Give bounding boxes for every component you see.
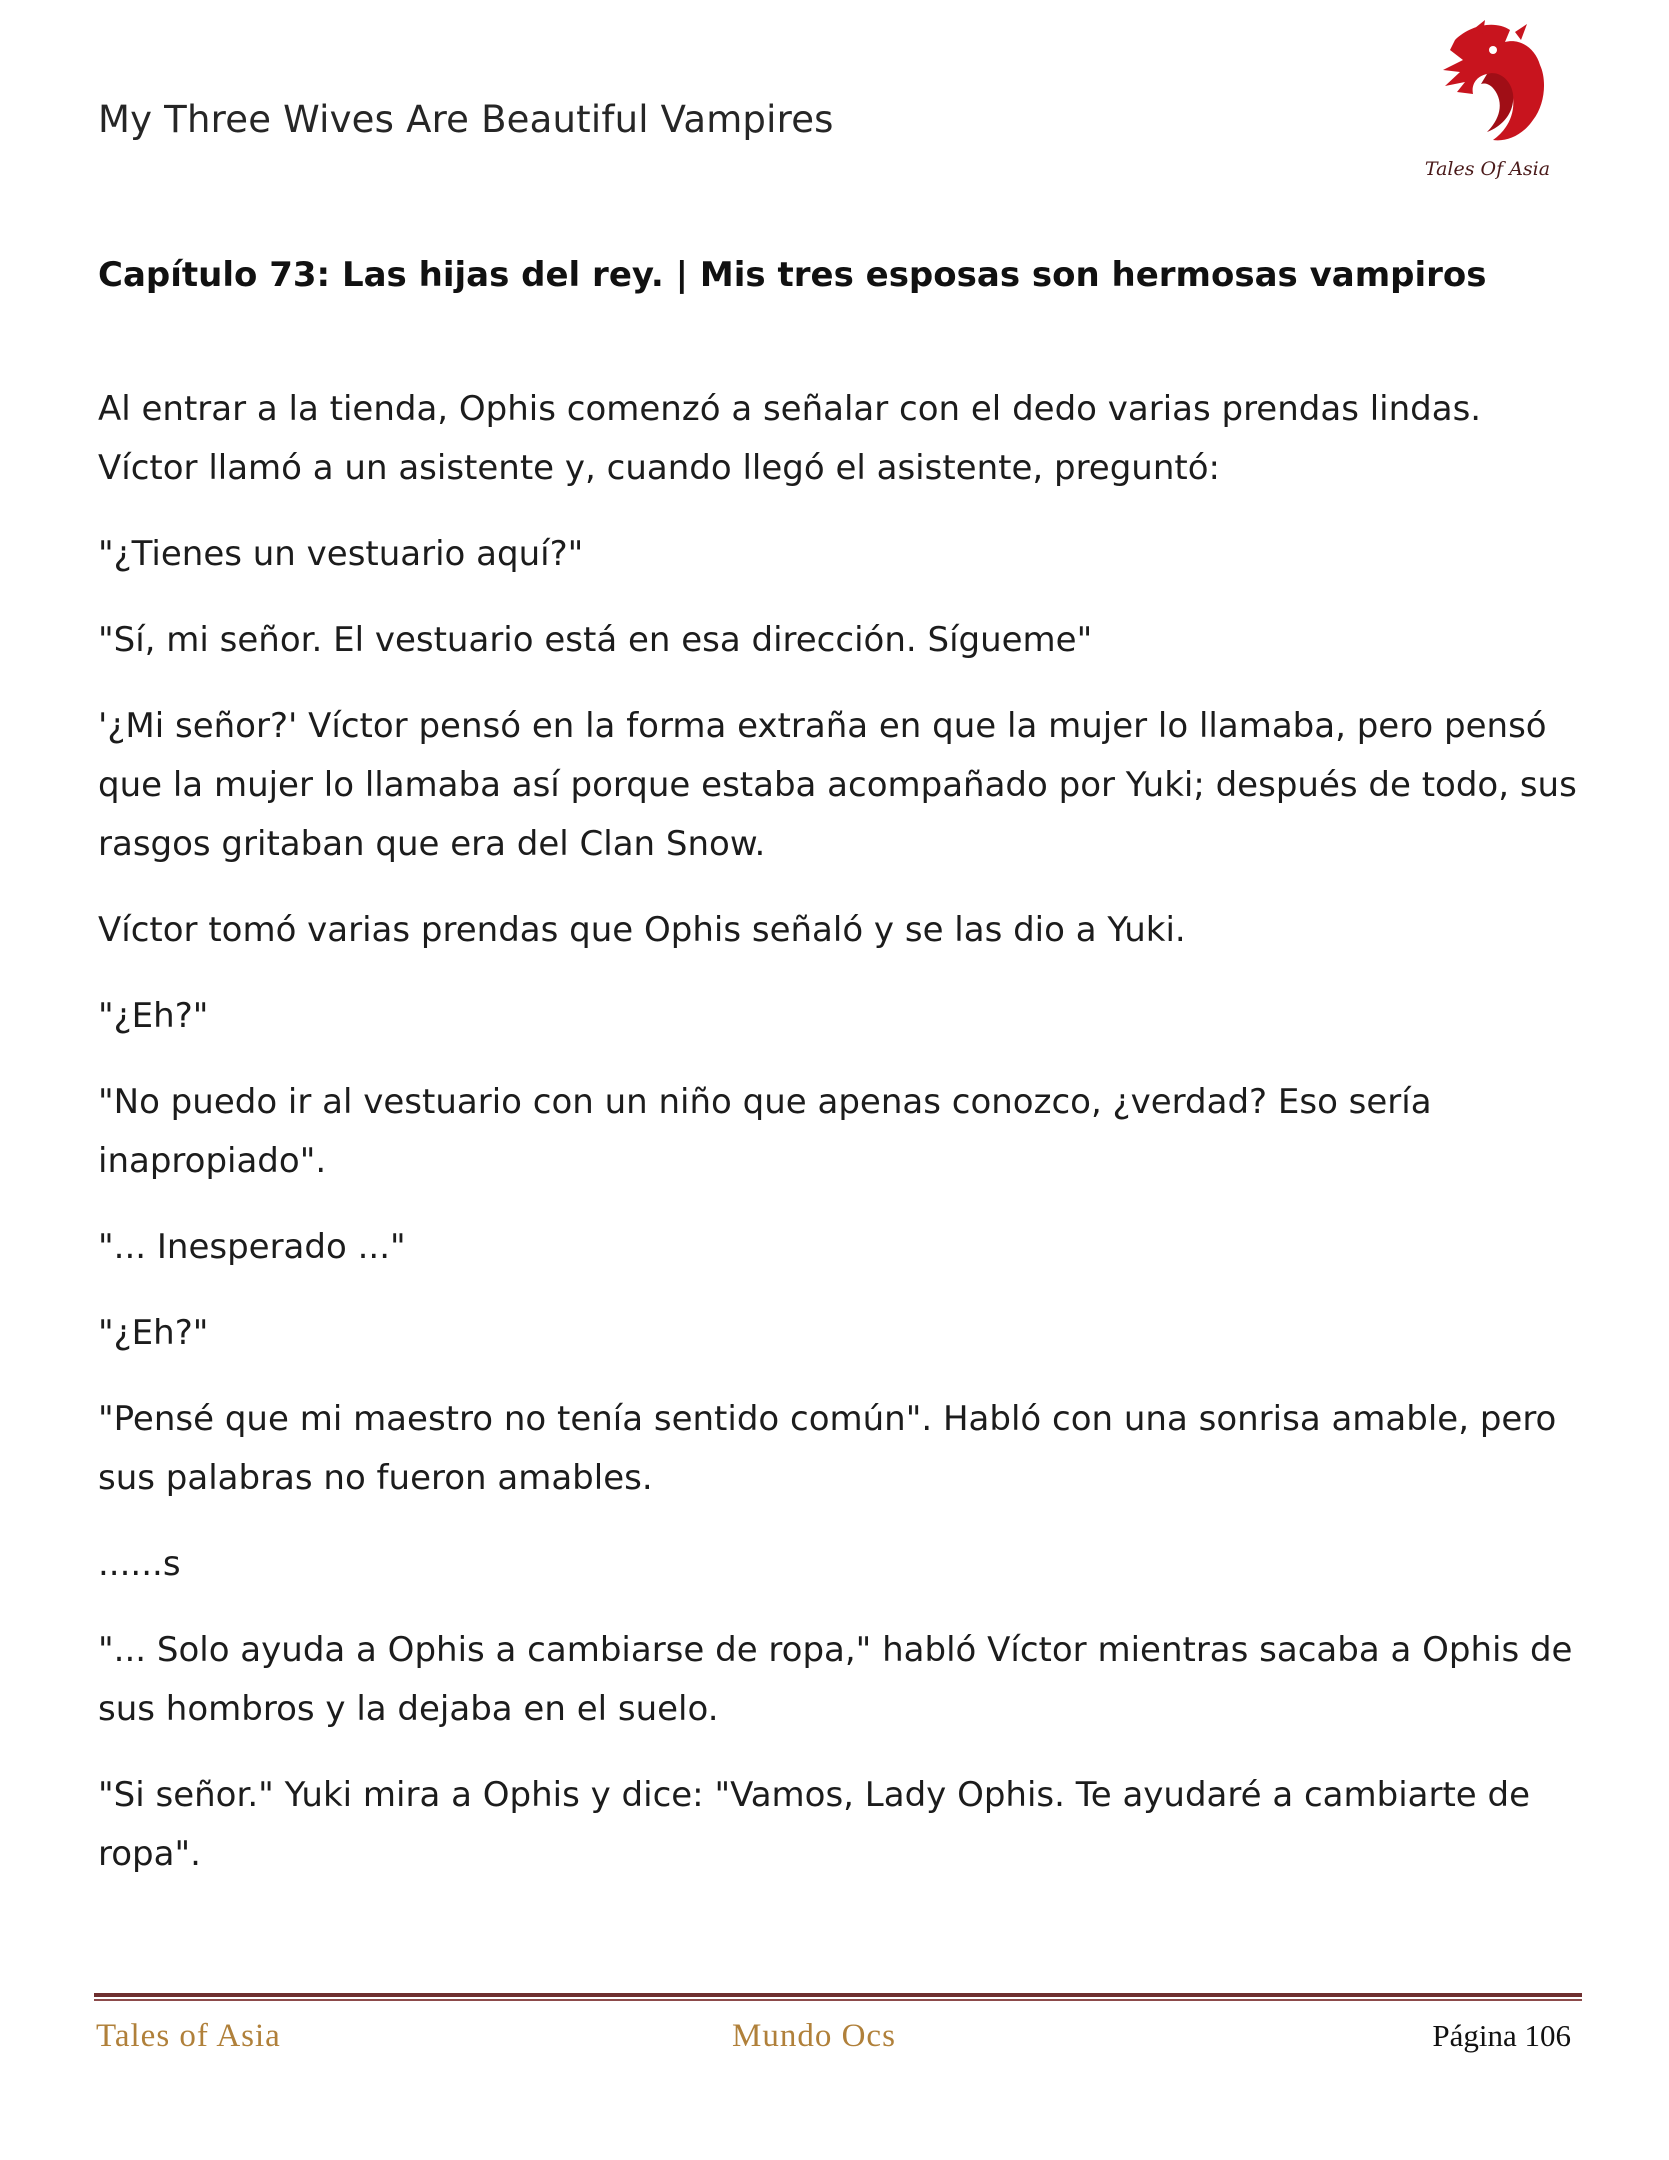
paragraph: "Pensé que mi maestro no tenía sentido común". Habló con una sonrisa amable, pero sus palabras no fueron amables. — [98, 1399, 1557, 1498]
paragraph: "Si señor." Yuki mira a Ophis y dice: "Vamos, Lady Ophis. Te ayudaré a cambiarte de ropa". — [98, 1775, 1531, 1874]
chapter-title: Capítulo 73: Las hijas del rey. | Mis tres esposas son hermosas vampiros — [98, 255, 1487, 295]
paragraph: "¿Eh?" — [98, 996, 209, 1036]
book-title: My Three Wives Are Beautiful Vampires — [98, 98, 834, 141]
paragraph: "No puedo ir al vestuario con un niño que apenas conozco, ¿verdad? Eso sería inapropiado". — [98, 1082, 1432, 1181]
paragraph: ......s — [98, 1544, 181, 1584]
page-number: Página 106 — [1432, 2018, 1571, 2053]
paragraph: "¿Eh?" — [98, 1313, 209, 1353]
chapter-body — [98, 380, 1578, 1911]
publisher-logo — [1415, 20, 1560, 180]
footer-divider — [94, 1993, 1582, 2002]
paragraph: '¿Mi señor?' Víctor pensó en la forma extraña en que la mujer lo llamaba, pero pensó que la mujer lo llamaba así porque estaba acompañado por Yuki; después de todo, sus rasgos gritaban que era del Clan Snow. — [98, 706, 1577, 864]
paragraph: Al entrar a la tienda, Ophis comenzó a señalar con el dedo varias prendas lindas. Víctor llamó a un asistente y, cuando llegó el asistente, preguntó: — [98, 389, 1482, 488]
footer-site-name: Tales of Asia — [96, 2018, 281, 2054]
paragraph: Víctor tomó varias prendas que Ophis señaló y se las dio a Yuki. — [98, 910, 1186, 950]
paragraph: "... Solo ayuda a Ophis a cambiarse de ropa," habló Víctor mientras sacaba a Ophis de sus hombros y la dejaba en el suelo. — [98, 1630, 1573, 1729]
red-dragon-head-icon — [1415, 20, 1560, 160]
footer-center-label: Mundo Ocs — [732, 2018, 896, 2054]
paragraph: "Sí, mi señor. El vestuario está en esa dirección. Sígueme" — [98, 620, 1093, 660]
paragraph: "... Inesperado ..." — [98, 1227, 406, 1267]
logo-text: Tales Of Asia — [1424, 158, 1551, 180]
paragraph: "¿Tienes un vestuario aquí?" — [98, 534, 584, 574]
